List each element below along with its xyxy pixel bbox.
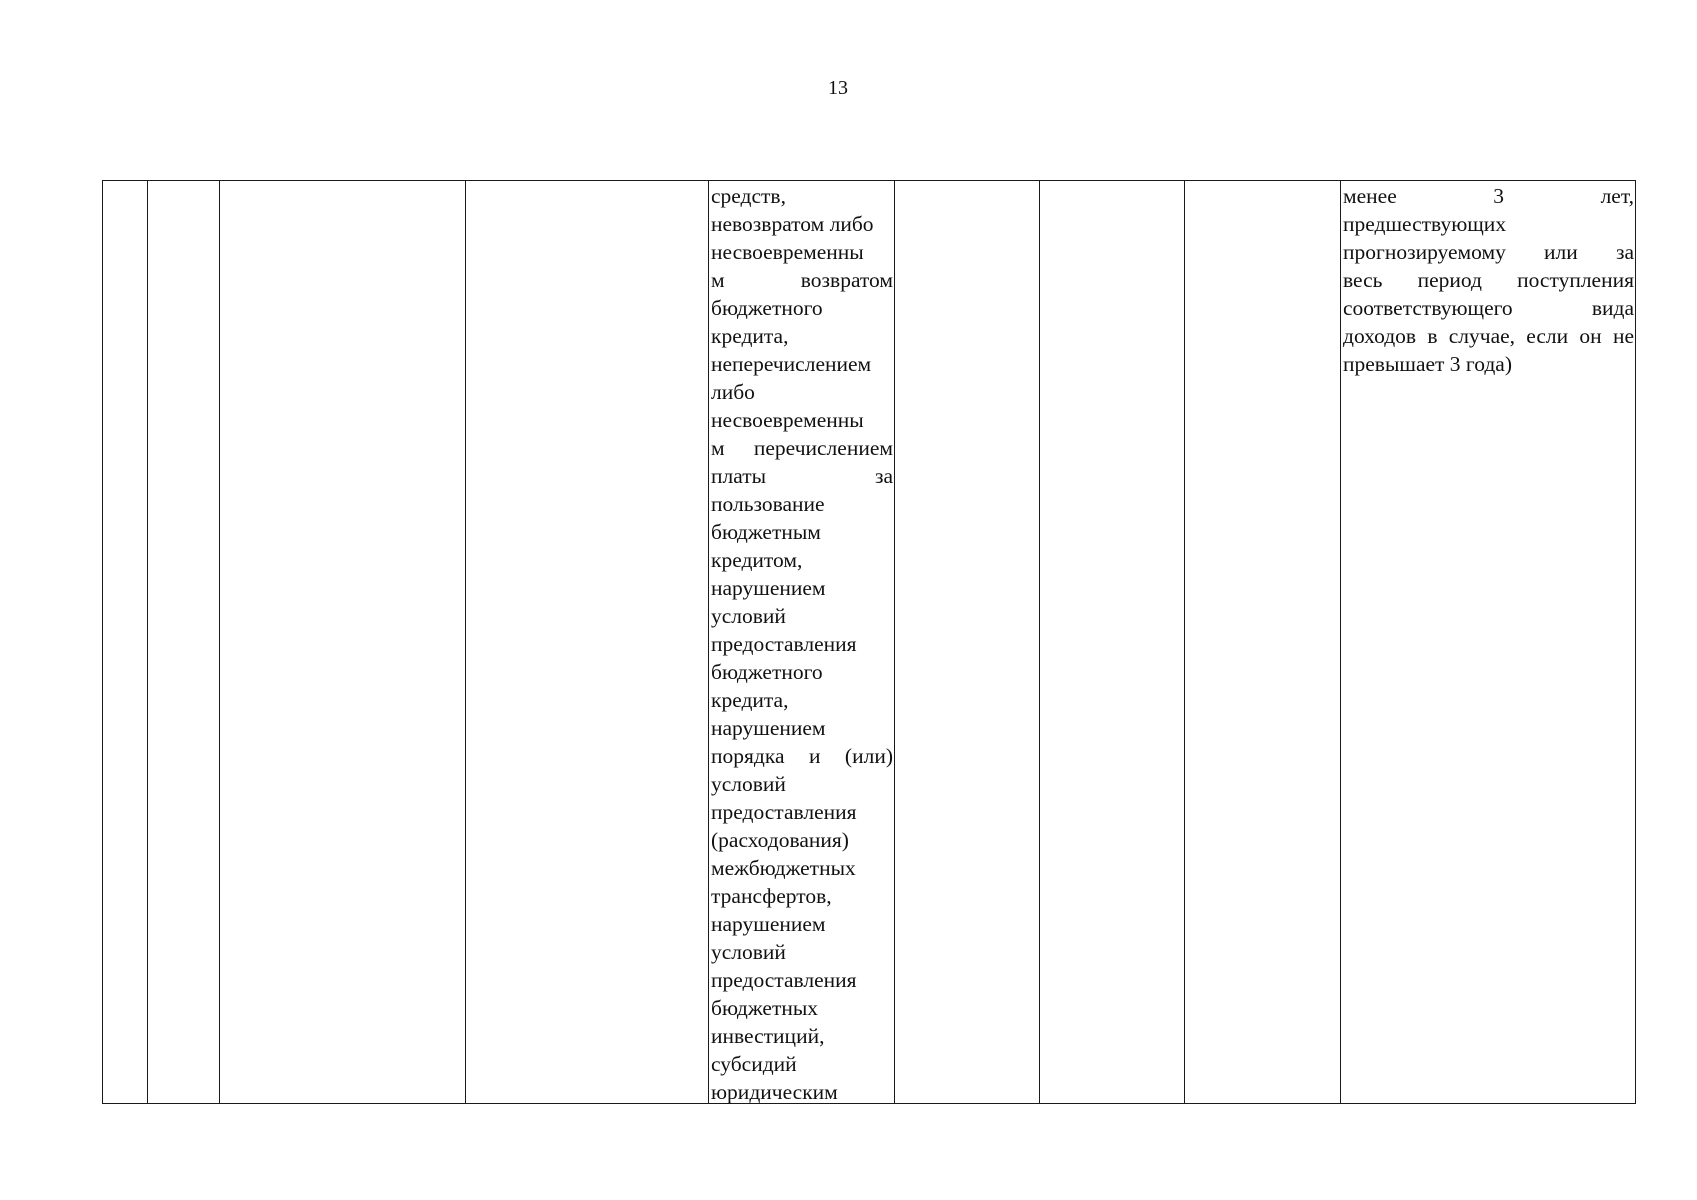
text-line: м возвратом — [711, 268, 893, 292]
text-line: нарушением — [711, 576, 826, 600]
text-line: юридическим — [711, 1080, 838, 1104]
text-line: (расходования) — [711, 828, 849, 852]
text-line: доходов в случае, если он не — [1343, 324, 1634, 348]
text-line: кредитом, — [711, 548, 803, 572]
text-line: несвоевременны — [711, 408, 864, 432]
text-line: порядка и (или) — [711, 744, 893, 768]
text-line: нарушением — [711, 716, 826, 740]
text-line: условий — [711, 940, 786, 964]
table-column-1 — [103, 181, 148, 1103]
text-line: условий — [711, 604, 786, 628]
text-line: менее 3 лет, — [1343, 184, 1634, 208]
table-column-8 — [1185, 181, 1341, 1103]
text-line: трансфертов, — [711, 884, 832, 908]
text-line: весь период поступления — [1343, 268, 1634, 292]
table-column-7 — [1040, 181, 1185, 1103]
table-column-2 — [148, 181, 220, 1103]
text-line: кредита, — [711, 688, 789, 712]
text-line: инвестиций, — [711, 1024, 825, 1048]
cell-text-column-9 — [1341, 181, 1635, 378]
text-line: пользование — [711, 492, 825, 516]
text-line: невозвратом либо — [711, 212, 874, 236]
text-line: бюджетным — [711, 520, 821, 544]
text-line: бюджетного — [711, 296, 823, 320]
text-line: либо — [711, 380, 755, 404]
table-column-4 — [466, 181, 709, 1103]
text-line: неперечислением — [711, 352, 872, 376]
text-line: предшествующих — [1343, 212, 1507, 236]
text-line: нарушением — [711, 912, 826, 936]
text-line: средств, — [711, 184, 786, 208]
table-column-3 — [220, 181, 466, 1103]
text-line: предоставления — [711, 968, 857, 992]
text-line: межбюджетных — [711, 856, 856, 880]
document-table — [102, 180, 1636, 1104]
text-line: м перечислением — [711, 436, 893, 460]
text-line: превышает 3 года) — [1343, 352, 1512, 376]
text-line: условий — [711, 772, 786, 796]
text-line: предоставления — [711, 632, 857, 656]
text-line: кредита, — [711, 324, 789, 348]
text-line: несвоевременны — [711, 240, 864, 264]
cell-text-column-5 — [709, 181, 894, 1106]
text-line: прогнозируемому или за — [1343, 240, 1634, 264]
text-line: бюджетных — [711, 996, 819, 1020]
table-column-9 — [1341, 181, 1635, 1103]
text-line: платы за — [711, 464, 893, 488]
text-line: соответствующего вида — [1343, 296, 1634, 320]
table-column-5 — [709, 181, 895, 1103]
text-line: субсидий — [711, 1052, 797, 1076]
page-number: 13 — [828, 77, 848, 99]
text-line: предоставления — [711, 800, 857, 824]
text-line: бюджетного — [711, 660, 823, 684]
table-column-6 — [895, 181, 1040, 1103]
